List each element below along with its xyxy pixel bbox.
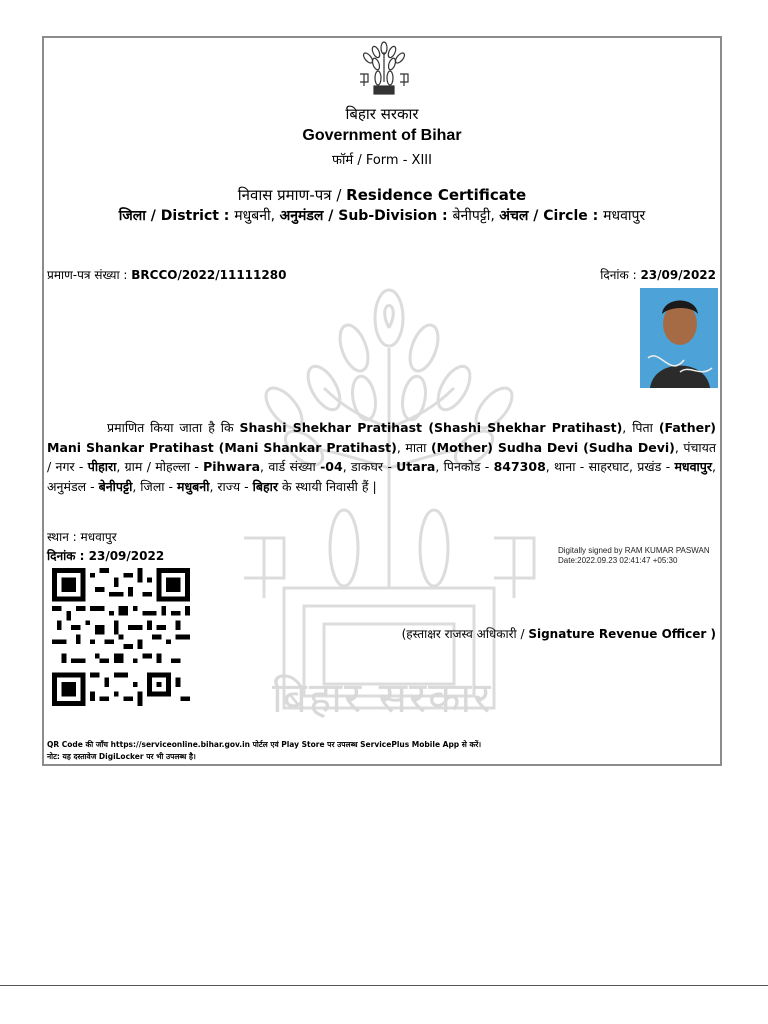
issue-date	[600, 266, 716, 283]
village-value: Pihwara	[203, 459, 261, 474]
digital-signature	[558, 546, 710, 566]
certificate-body	[47, 418, 716, 496]
body-text-12: , राज्य -	[209, 478, 253, 494]
certificate-heading-english: Residence Certificate	[346, 186, 527, 204]
body-text-10: , अनुमंडल -	[47, 459, 716, 494]
body-text-7: , डाकघर -	[342, 459, 397, 474]
state-value: बिहार	[252, 478, 279, 494]
issue-date-value: 23/09/2022	[640, 268, 716, 282]
body-text-5: , ग्राम / मोहल्ला -	[116, 459, 204, 474]
body-text-8: , पिनकोड -	[435, 459, 494, 474]
circle-label: अंचल / Circle :	[499, 208, 604, 224]
watermark-text: बिहार सरकार	[272, 673, 493, 722]
body-text-11: , जिला -	[132, 478, 177, 494]
qr-code[interactable]	[52, 568, 190, 706]
digital-signature-line1: Digitally signed by RAM KUMAR PASWAN	[558, 546, 710, 555]
body-text-4: , पंचायत / नगर -	[47, 439, 717, 474]
body-text-3: , माता	[396, 439, 431, 455]
circle-value: मधवापुर	[603, 208, 646, 224]
panchayat-value: पीहारा	[87, 459, 117, 474]
certificate-heading-hindi: निवास प्रमाण-पत्र /	[237, 186, 347, 204]
body-text-6: , वार्ड संख्या	[260, 459, 321, 474]
cert-no-value: BRCCO/2022/11111280	[131, 268, 287, 282]
applicant-photo	[640, 288, 718, 388]
pincode-value: 847308	[493, 459, 546, 474]
applicant-name: Shashi Shekhar Pratihast (Shashi Shekhar Pratihast)	[239, 420, 623, 435]
district-body-value: मधुबनी	[177, 478, 210, 494]
bihar-emblem-watermark	[224, 288, 554, 718]
subdivision-value: बेनीपट्टी,	[452, 208, 500, 224]
father-name: (Father) Mani Shankar Pratihast (Mani Shankar Pratihast)	[47, 420, 717, 455]
place-date-line: दिनांक : 23/09/2022	[47, 549, 165, 563]
ward-value: -04	[320, 459, 343, 474]
body-text-9: , थाना - साहरघाट, प्रखंड -	[545, 459, 675, 474]
body-text-13: के स्थायी निवासी हैं |	[278, 478, 377, 494]
header-title-hindi: बिहार सरकार	[345, 105, 419, 123]
digital-signature-line2: Date:2022.09.23 02:41:47 +05:30	[558, 556, 678, 565]
form-number: फॉर्म / Form - XIII	[332, 153, 432, 168]
certificate-frame	[42, 36, 722, 766]
place-line: स्थान : मधवापुर	[47, 530, 117, 544]
post-office-value: Utara	[396, 459, 436, 474]
district-label: जिला / District :	[118, 208, 235, 224]
signature-officer-english: Signature Revenue Officer )	[528, 627, 716, 641]
certificate-heading	[44, 185, 720, 205]
cert-no-label: प्रमाण-पत्र संख्या :	[47, 268, 132, 282]
district-value: मधुबनी,	[234, 208, 280, 224]
district-line	[44, 206, 720, 225]
mother-name: (Mother) Sudha Devi (Sudha Devi)	[430, 439, 675, 455]
page-bottom-divider	[0, 985, 768, 986]
subdivision-label: अनुमंडल / Sub-Division :	[279, 208, 453, 224]
signature-officer-hindi: (हस्ताक्षर राजस्व अधिकारी /	[401, 627, 529, 641]
qr-note: QR Code की जाँच https://serviceonline.bihar.gov.in पोर्टल एवं Play Store पर उपलब्ध ServicePlus Mobile App से करें।	[47, 740, 482, 749]
header-title-english: Government of Bihar	[302, 127, 462, 144]
body-text-2: , पिता	[622, 420, 659, 435]
block-value: मधवापुर	[674, 459, 713, 474]
subdivision-body-value: बेनीपट्टी	[98, 478, 133, 494]
bihar-emblem-logo	[354, 40, 414, 98]
digilocker-note: नोट: यह दस्तावेज DigiLocker पर भी उपलब्ध है।	[47, 752, 196, 761]
certificate-number	[47, 266, 286, 283]
signature-officer	[402, 625, 716, 642]
issue-date-label: दिनांक :	[600, 268, 641, 282]
body-text-1: प्रमाणित किया जाता है कि	[107, 420, 240, 435]
